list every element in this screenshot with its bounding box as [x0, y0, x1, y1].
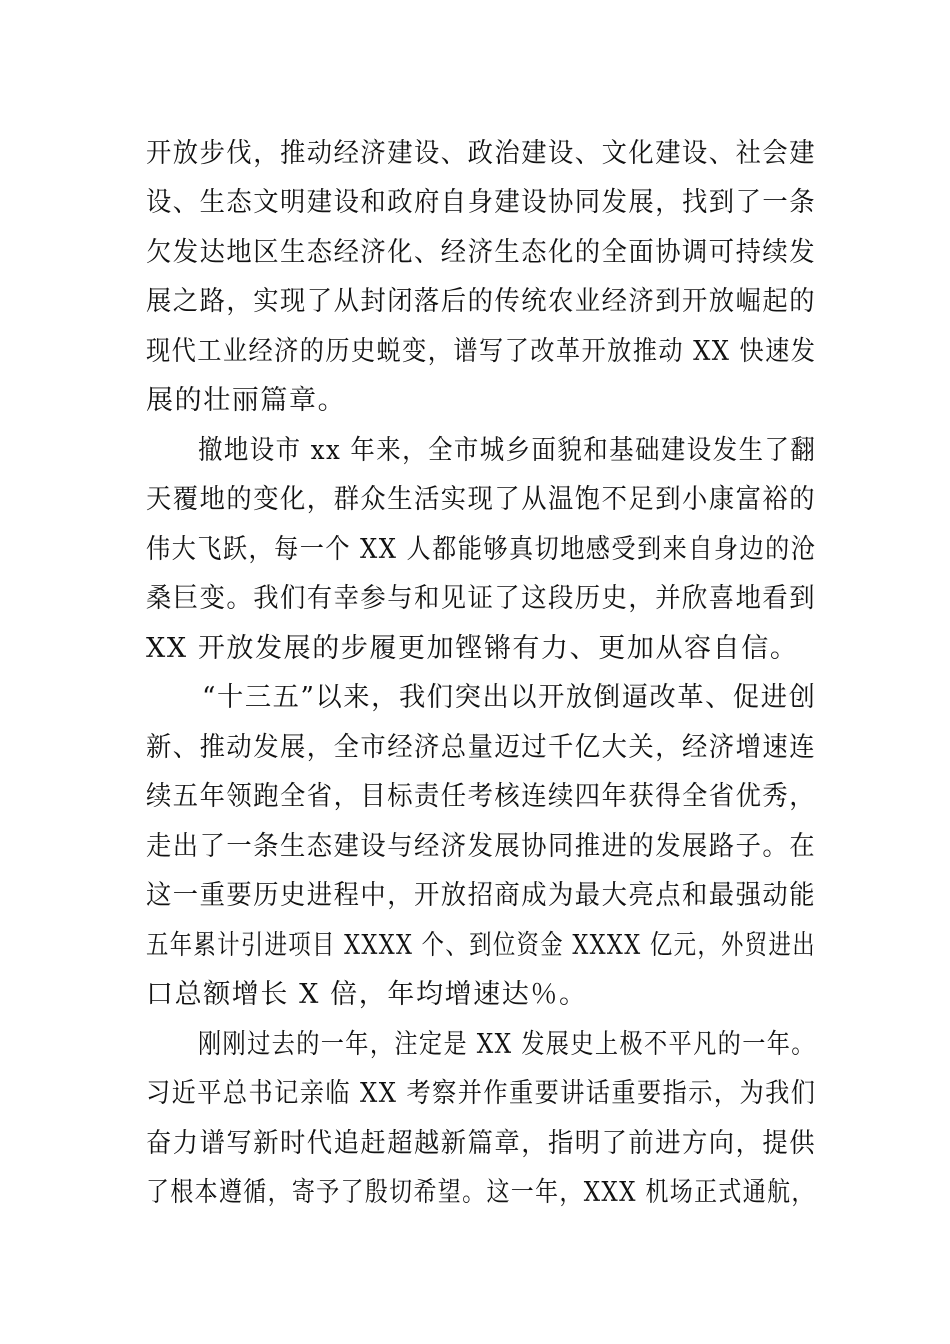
paragraph-start-line: 刚刚过去的一年，注定是 XX 发展史上极不平凡的一年。 — [198, 1029, 816, 1060]
text-line: 续五年领跑全省，目标责任考核连续四年获得全省优秀， — [146, 781, 816, 812]
text-line: XX 开放发展的步履更加铿锵有力、更加从容自信。 — [146, 633, 799, 664]
text-line: 展之路，实现了从封闭落后的传统农业经济到开放崛起的 — [146, 286, 816, 317]
text-line: 五年累计引进项目 XXXX 个、到位资金 XXXX 亿元，外贸进出 — [146, 930, 816, 961]
text-line: 习近平总书记亲临 XX 考察并作重要讲话重要指示，为我们 — [146, 1078, 817, 1109]
paragraph-start-line: “十三五”以来，我们突出以开放倒逼改革、促进创 — [202, 682, 817, 713]
text-line: 奋力谱写新时代追赶超越新篇章，指明了前进方向，提供 — [146, 1128, 816, 1159]
text-line: 这一重要历史进程中，开放招商成为最大亮点和最强动能 — [146, 880, 816, 911]
text-line: 开放步伐，推动经济建设、政治建设、文化建设、社会建 — [146, 138, 816, 169]
paragraph-start-line: 撤地设市 xx 年来，全市城乡面貌和基础建设发生了翻 — [198, 435, 817, 466]
text-line: 桑巨变。我们有幸参与和见证了这段历史，并欣喜地看到 — [146, 583, 816, 614]
text-line: 了根本遵循，寄予了殷切希望。这一年，XXX 机场正式通航， — [146, 1177, 816, 1208]
text-line: 设、生态文明建设和政府自身建设协同发展，找到了一条 — [146, 187, 816, 218]
text-line: 展的壮丽篇章。 — [146, 385, 347, 416]
text-line: 口总额增长 X 倍，年均增速达％。 — [146, 979, 588, 1010]
text-line: 欠发达地区生态经济化、经济生态化的全面协调可持续发 — [146, 237, 816, 268]
text-line: 走出了一条生态建设与经济发展协同推进的发展路子。在 — [146, 831, 816, 862]
text-line: 新、推动发展，全市经济总量迈过千亿大关，经济增速连 — [146, 732, 816, 763]
text-line: 天覆地的变化，群众生活实现了从温饱不足到小康富裕的 — [146, 484, 816, 515]
text-line: 现代工业经济的历史蜕变，谱写了改革开放推动 XX 快速发 — [146, 336, 817, 367]
text-line: 伟大飞跃，每一个 XX 人都能够真切地感受到来自身边的沧 — [146, 534, 817, 565]
